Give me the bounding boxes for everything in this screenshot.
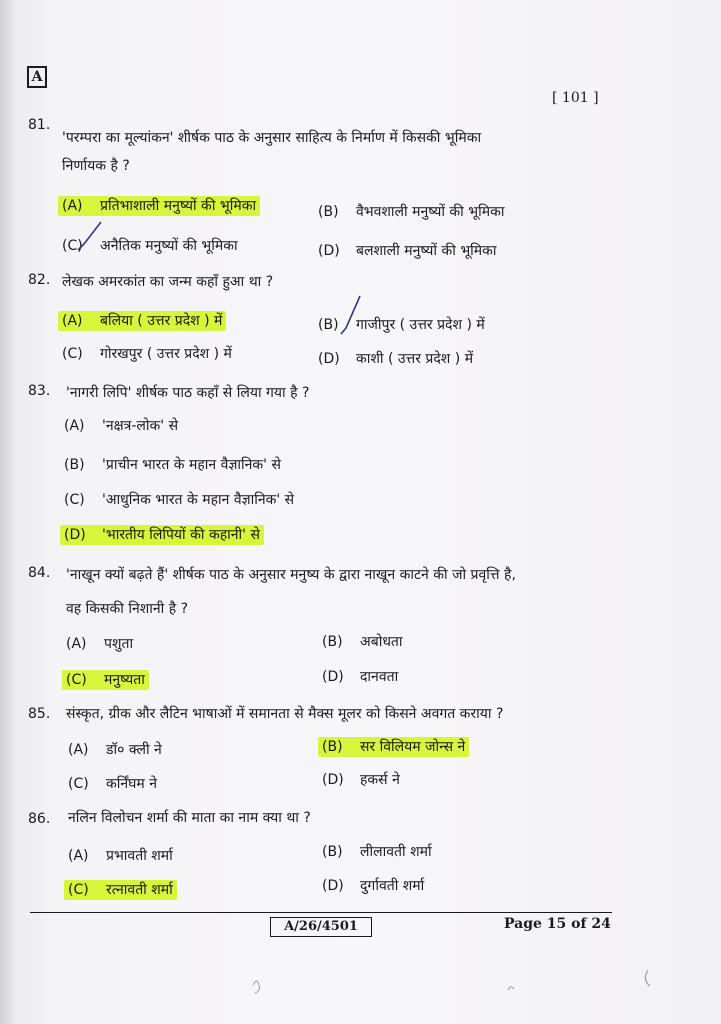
question-text: संस्कृत, ग्रीक और लैटिन भाषाओं में समानता से मैक्स मूलर को किसने अवगत कराया ? (66, 706, 504, 722)
question-text: 'नाखून क्यों बढ़ते हैं' शीर्षक पाठ के अनुसार मनुष्य के द्वारा नाखून काटने की जो प्रवृत्ति है, (66, 567, 516, 583)
page-count: Page 15 of 24 (504, 916, 611, 932)
question-number: 82. (28, 272, 51, 288)
stray-mark (645, 970, 650, 986)
question-text: 'नागरी लिपि' शीर्षक पाठ कहाँ से लिया गया है ? (66, 385, 310, 401)
question-text-continued: वह किसकी निशानी है ? (66, 601, 189, 617)
question-number: 84. (28, 565, 51, 581)
highlight-mark: (A) बलिया ( उत्तर प्रदेश ) में (58, 311, 226, 331)
question-number: 81. (28, 117, 51, 133)
highlight-mark: (D) 'भारतीय लिपियों की कहानी' से (60, 525, 264, 545)
tick-mark (341, 296, 360, 334)
question-text-continued: निर्णायक है ? (62, 158, 130, 174)
highlight-mark: (A) प्रतिभाशाली मनुष्यों की भूमिका (58, 196, 260, 216)
page-reference: [ 101 ] (552, 90, 599, 106)
stray-mark (253, 981, 260, 993)
question-text: 'परम्परा का मूल्यांकन' शीर्षक पाठ के अनुसार साहित्य के निर्माण में किसकी भूमिका (62, 130, 482, 146)
option-a: (A) 'नक्षत्र-लोक' से (64, 418, 179, 434)
option-b: (B) अबोधता (322, 634, 403, 650)
option-c: (C) 'आधुनिक भारत के महान वैज्ञानिक' से (64, 492, 295, 508)
question-text: लेखक अमरकांत का जन्म कहाँ हुआ था ? (62, 274, 274, 290)
highlight-mark: (B) सर विलियम जोन्स ने (318, 737, 469, 757)
question-text: नलिन विलोचन शर्मा की माता का नाम क्या था ? (68, 810, 311, 826)
highlight-mark: (C) मनुष्यता (62, 670, 149, 690)
question-number: 83. (28, 383, 51, 399)
option-c: (C) कर्निंघम ने (68, 776, 158, 792)
option-d: (D) दुर्गावती शर्मा (322, 878, 425, 894)
option-c: (C) अनैतिक मनुष्यों की भूमिका (62, 238, 238, 254)
option-a: (A) डॉ० क्ली ने (68, 742, 162, 758)
option-b: (B) 'प्राचीन भारत के महान वैज्ञानिक' से (64, 457, 281, 473)
paper-code-box: A/26/4501 (270, 917, 372, 937)
option-a: (A) प्रभावती शर्मा (68, 848, 173, 864)
option-d: (D) हकर्स ने (322, 772, 400, 788)
stray-mark (508, 987, 514, 990)
option-d: (D) काशी ( उत्तर प्रदेश ) में (318, 351, 474, 367)
option-d: (D) बलशाली मनुष्यों की भूमिका (318, 243, 497, 259)
option-d: (D) दानवता (322, 669, 399, 685)
series-code-box: A (27, 66, 47, 88)
option-b: (B) गाजीपुर ( उत्तर प्रदेश ) में (318, 317, 485, 333)
option-c: (C) गोरखपुर ( उत्तर प्रदेश ) में (62, 346, 232, 362)
tick-mark (78, 222, 101, 250)
option-b: (B) लीलावती शर्मा (322, 844, 432, 860)
option-b: (B) वैभवशाली मनुष्यों की भूमिका (318, 204, 505, 220)
question-number: 86. (28, 811, 51, 827)
option-a: (A) पशुता (66, 636, 134, 652)
question-number: 85. (28, 706, 51, 722)
highlight-mark: (C) रत्नावती शर्मा (64, 880, 177, 900)
